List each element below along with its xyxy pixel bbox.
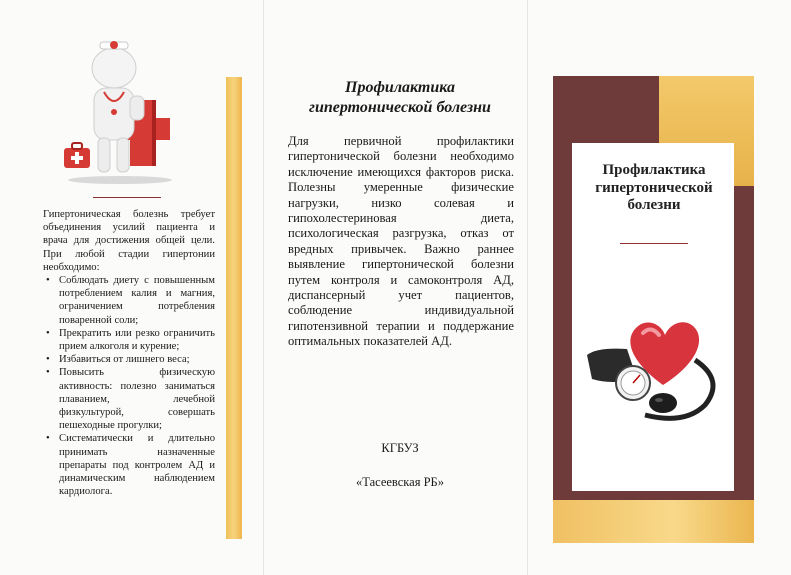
advice-item-diet: • Соблюдать диету с повышенным потреблением калия и магния, ограничением потребления поваренной соли;: [43, 274, 215, 327]
cover-title: Профилактика гипертонической болезни: [595, 162, 713, 213]
fold-line-right: [527, 0, 528, 575]
advice-item-activity: • Повысить физическую активность: полезно заниматься плаванием, лечебной физкультурой, совершать пешеходные прогулки;: [43, 366, 215, 432]
middle-title: Профилактика гипертонической болезни: [309, 79, 491, 116]
left-divider: [93, 197, 161, 198]
cover-gold-bottom: [553, 500, 754, 543]
advice-item-medication: • Систематически и длительно принимать назначенные препараты под контролем АД и динамическим наблюдением кардиолога.: [43, 432, 215, 498]
advice-item-alcohol: • Прекратить или резко ограничить прием алкоголя и курение;: [43, 327, 215, 353]
fold-line-left: [263, 0, 264, 575]
advice-item-weight: • Избавиться от лишнего веса;: [43, 353, 215, 366]
organization-name: «Тасеевская РБ»: [356, 475, 444, 489]
heart-with-tonometer-icon: [585, 305, 725, 423]
left-gold-strip: [226, 77, 242, 539]
doctor-with-red-cross-icon: [60, 30, 190, 185]
cover-divider: [620, 243, 688, 244]
middle-body-text: Для первичной профилактики гипертонической болезни необходимо исключение имеющихся факторов риска. Полезны умеренные физические нагрузки, низко солевая и гипохолестериновая диета, психологическая разгрузка, отказ от вредных привычек. Важно раннее выявление гипертонической болезни путем контроля и самоконтроля АД, диспансерный учет пациентов, соблюдение индивидуальной гипотензивной терапии и поддержание оптимальных показателей АД.: [288, 134, 514, 349]
advice-list: [43, 274, 215, 498]
left-advice-text: [43, 208, 215, 498]
left-intro: Гипертоническая болезнь требует объединения усилий пациента и врача для достижения общей цели. При любой стадии гипертонии необходимо:: [43, 209, 215, 273]
organization-type: КГБУЗ: [381, 441, 419, 455]
